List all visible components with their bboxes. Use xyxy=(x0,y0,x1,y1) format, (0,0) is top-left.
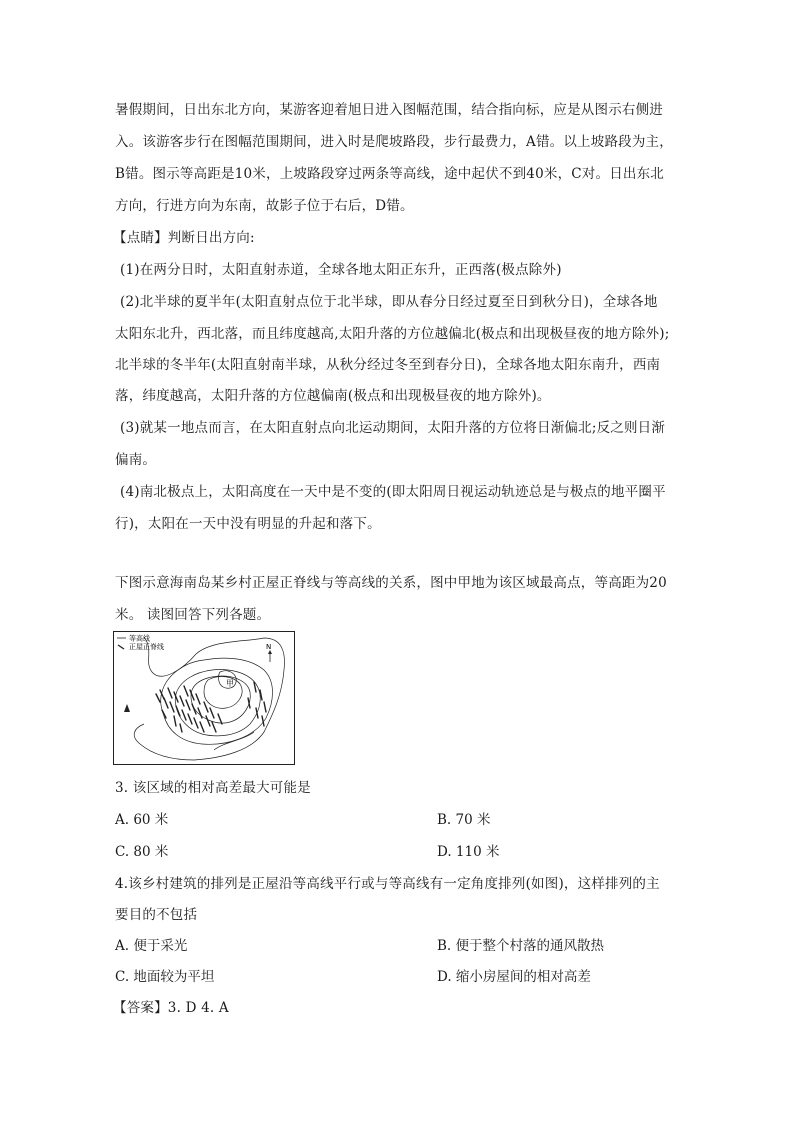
north-label: N xyxy=(266,643,272,651)
contour-map-drawing xyxy=(114,632,294,764)
tip-line-8: (4)南北极点上，太阳高度在一天中是不变的(即太阳周日视运动轨迹总是与极点的地平圈平 xyxy=(120,484,666,500)
explanation-line-2: 入。该游客步行在图幅范围期间，进入时是爬坡路段，步行最费力，A错。以上坡路段为主， xyxy=(115,134,673,150)
q4-option-c[interactable]: C. 地面较为平坦 xyxy=(115,969,215,985)
tip-line-9: 行)，太阳在一天中没有明显的升起和落下。 xyxy=(115,516,381,532)
q4-option-a[interactable]: A. 便于采光 xyxy=(115,938,188,954)
intro-line-2: 米。 读图回答下列各题。 xyxy=(115,607,271,623)
explanation-line-4: 方向，行进方向为东南，故影子位于右后，D错。 xyxy=(115,198,414,214)
tip-line-4: 北半球的冬半年(太阳直射南半球，从秋分经过冬至到春分日)，全球各地太阳东南升，西南 xyxy=(115,357,661,373)
tip-line-6: (3)就某一地点而言，在太阳直射点向北运动期间，太阳升落的方位将日渐偏北;反之则日渐 xyxy=(120,420,666,436)
legend-ridge-symbol xyxy=(118,645,124,649)
intro-line-1: 下图示意海南岛某乡村正屋正脊线与等高线的关系，图中甲地为该区域最高点，等高距为20 xyxy=(115,575,667,591)
tip-line-1: (1)在两分日时，太阳直射赤道，全球各地太阳正东升，正西落(极点除外) xyxy=(120,262,562,278)
q4-option-d[interactable]: D. 缩小房屋间的相对高差 xyxy=(437,969,591,985)
contour-map-figure xyxy=(113,631,295,765)
q3-option-c[interactable]: C. 80 米 xyxy=(115,844,169,860)
q4-stem-line-2: 要目的不包括 xyxy=(115,907,198,923)
q3-option-a[interactable]: A. 60 米 xyxy=(115,812,169,828)
q4-option-b[interactable]: B. 便于整个村落的通风散热 xyxy=(437,938,605,954)
legend-contour-label: 等高线 xyxy=(129,634,150,643)
elevation-point-icon xyxy=(124,704,130,712)
tip-line-2: (2)北半球的夏半年(太阳直射点位于北半球，即从春分日经过夏至日到秋分日)，全球各地 xyxy=(120,294,658,310)
legend-ridge-label: 正屋正脊线 xyxy=(129,643,164,651)
explanation-line-1: 暑假期间，日出东北方向，某游客迎着旭日进入图幅范围，结合指向标，应是从图示右侧进 xyxy=(115,102,663,118)
tip-line-5: 落，纬度越高，太阳升落的方位越偏南(极点和出现极昼夜的地方除外)。 xyxy=(115,388,551,404)
q4-stem-line-1: 4.该乡村建筑的排列是正屋沿等高线平行或与等高线有一定角度排列(如图)，这样排列的主 xyxy=(115,876,660,892)
explanation-line-3: B错。图示等高距是10米，上坡路段穿过两条等高线，途中起伏不到40米，C对。日出东北 xyxy=(115,166,665,182)
tip-heading: 【点睛】判断日出方向: xyxy=(113,230,255,246)
q3-option-d[interactable]: D. 110 米 xyxy=(437,844,500,860)
peak-label-jia: 甲 xyxy=(226,679,234,688)
q3-stem: 3. 该区域的相对高差最大可能是 xyxy=(115,780,311,796)
tip-line-3: 太阳东北升，西北落，而且纬度越高,太阳升落的方位越偏北(极点和出现极昼夜的地方除外); xyxy=(115,326,670,342)
q3-option-b[interactable]: B. 70 米 xyxy=(437,812,491,828)
answer-line: 【答案】3. D 4. A xyxy=(113,1000,229,1016)
tip-line-7: 偏南。 xyxy=(115,452,157,468)
